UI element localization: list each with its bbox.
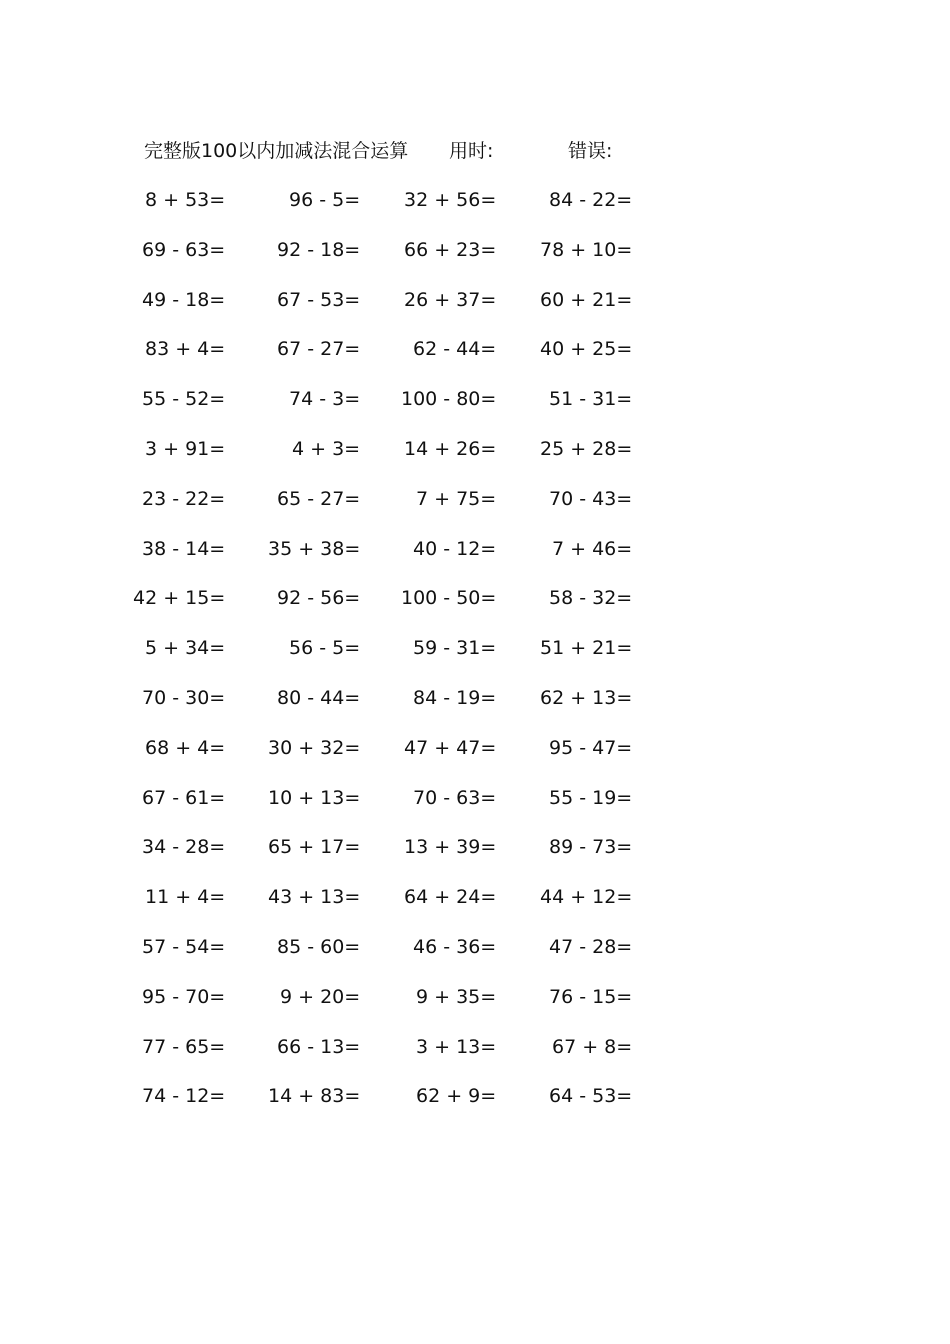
math-problem: 42 + 15= [133, 587, 226, 610]
math-problem: 49 - 18= [142, 288, 226, 311]
math-problem: 40 - 12= [413, 537, 497, 560]
math-problem: 68 + 4= [145, 736, 226, 759]
math-problem: 74 - 3= [289, 388, 361, 411]
math-problem: 57 - 54= [142, 936, 226, 958]
math-problem: 62 + 9= [416, 1085, 497, 1108]
math-problem: 80 - 44= [277, 687, 361, 709]
math-problem: 10 + 13= [268, 786, 361, 809]
math-problem: 26 + 37= [404, 288, 497, 311]
math-problem: 40 + 25= [540, 338, 633, 361]
math-problem: 46 - 36= [413, 936, 497, 958]
math-problem: 70 - 63= [413, 786, 497, 809]
math-problem: 32 + 56= [404, 189, 497, 211]
math-problem: 96 - 5= [289, 189, 361, 211]
math-problem: 64 + 24= [404, 886, 497, 909]
math-problem: 65 + 17= [268, 836, 361, 859]
math-problem: 9 + 20= [280, 985, 361, 1008]
math-problem: 51 + 21= [540, 637, 633, 660]
math-problem: 43 + 13= [268, 886, 361, 909]
math-problem: 55 - 52= [142, 388, 226, 411]
math-problem: 8 + 53= [145, 189, 226, 211]
worksheet-title: 完整版100以内加减法混合运算 [144, 140, 409, 162]
errors-label: 错误: [568, 140, 613, 162]
math-problem: 30 + 32= [268, 736, 361, 759]
math-problem: 66 + 23= [404, 238, 497, 261]
math-problem: 84 - 19= [413, 687, 497, 709]
math-problem: 38 - 14= [142, 537, 226, 560]
math-problem: 59 - 31= [413, 637, 497, 660]
math-problem: 56 - 5= [289, 637, 361, 660]
math-problem: 14 + 83= [268, 1085, 361, 1108]
math-problem: 23 - 22= [142, 487, 226, 510]
math-problem: 70 - 43= [549, 487, 633, 510]
math-problem: 65 - 27= [277, 487, 361, 510]
math-problem: 62 - 44= [413, 338, 497, 361]
math-problem: 100 - 50= [401, 587, 497, 610]
math-problem: 4 + 3= [292, 438, 361, 460]
time-used-label: 用时: [449, 140, 494, 162]
math-problem: 84 - 22= [549, 189, 633, 211]
math-problem: 83 + 4= [145, 338, 226, 361]
math-problem: 67 + 8= [552, 1035, 633, 1058]
math-problem: 92 - 56= [277, 587, 361, 610]
math-problem: 67 - 61= [142, 786, 226, 809]
math-problem: 3 + 91= [145, 438, 226, 460]
math-problem: 62 + 13= [540, 687, 633, 709]
math-problem: 11 + 4= [145, 886, 226, 909]
math-problem: 70 - 30= [142, 687, 226, 709]
math-problem: 7 + 46= [552, 537, 633, 560]
math-problem: 25 + 28= [540, 438, 633, 460]
math-problem: 67 - 27= [277, 338, 361, 361]
math-problem: 34 - 28= [142, 836, 226, 859]
math-problem: 92 - 18= [277, 238, 361, 261]
math-problem: 47 - 28= [549, 936, 633, 958]
math-problem: 85 - 60= [277, 936, 361, 958]
math-problem: 95 - 47= [549, 736, 633, 759]
math-problem: 66 - 13= [277, 1035, 361, 1058]
math-problem: 5 + 34= [145, 637, 226, 660]
math-problem: 47 + 47= [404, 736, 497, 759]
math-problem: 95 - 70= [142, 985, 226, 1008]
math-problem: 9 + 35= [416, 985, 497, 1008]
math-problem: 64 - 53= [549, 1085, 633, 1108]
math-problem: 78 + 10= [540, 238, 633, 261]
math-problem: 69 - 63= [142, 238, 226, 261]
math-problem: 44 + 12= [540, 886, 633, 909]
math-problem: 3 + 13= [416, 1035, 497, 1058]
math-problem: 51 - 31= [549, 388, 633, 411]
math-problem: 14 + 26= [404, 438, 497, 460]
math-problem: 77 - 65= [142, 1035, 226, 1058]
math-problem: 60 + 21= [540, 288, 633, 311]
math-problem: 58 - 32= [549, 587, 633, 610]
math-problem: 7 + 75= [416, 487, 497, 510]
math-problem: 13 + 39= [404, 836, 497, 859]
math-problem: 35 + 38= [268, 537, 361, 560]
math-problem: 67 - 53= [277, 288, 361, 311]
math-problem: 55 - 19= [549, 786, 633, 809]
math-problem: 89 - 73= [549, 836, 633, 859]
math-problem: 100 - 80= [401, 388, 497, 411]
math-problem: 74 - 12= [142, 1085, 226, 1108]
math-problem: 76 - 15= [549, 985, 633, 1008]
